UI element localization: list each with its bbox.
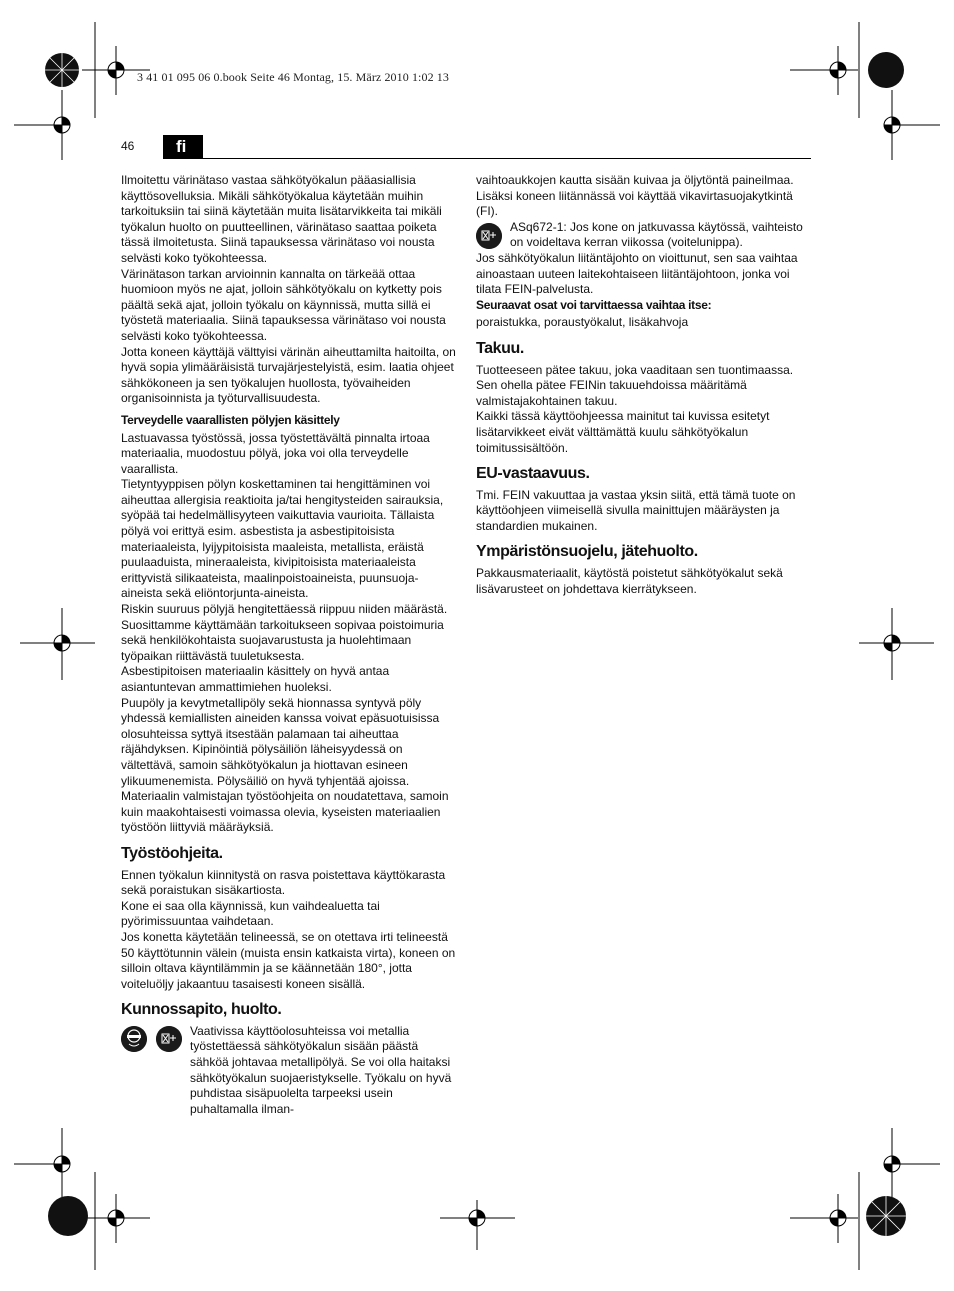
- eye-protection-icon: [121, 1026, 147, 1052]
- paragraph: Jos konetta käytetään telineessä, se on otettava irti telineestä 50 käyttötunnin välein (muista ensin katkaista virta), koneen on silloin oltava käyntilämmin ja se käännetään 180°, jotta voiteluöljy jakaantuu tasaisesti koneen sisällä.: [121, 929, 456, 991]
- paragraph: Ennen työkalun kiinnitystä on rasva poistettava käyttökarasta sekä poraistukan sisäkartiosta.: [121, 867, 446, 898]
- paragraph: Riskin suuruus pölyjä hengitettäessä riippuu niiden määrästä. Suosittamme käyttämään tarkoitukseen sopivaa poistoimuria sekä henkilökohtaista suojavarustusta ja huolehtimaan työpaikan riittävästä tuuletuksesta.: [121, 602, 448, 663]
- section-heading-eu: EU-vastaavuus.: [476, 465, 590, 483]
- paragraph: poraistukka, poraustyökalut, lisäkahvoja: [476, 315, 689, 330]
- power-plug-icon: [156, 1026, 182, 1052]
- paragraph: Puupöly ja kevytmetallipöly sekä hionnassa syntyvä pöly yhdessä kemiallisten aineiden kanssa voivat epäsuotuisissa olosuhteissa syttyä itsestään palamaan tai aiheuttaa räjähdyksen. Kipinöintiä pölysäiliön läheisyydessä on vältettävä, samoin sähkötyökalun ja hiottavan esineen ylikuumenemista. Pölysäiliö on hyvä tyhjentää ajoissa.: [121, 695, 440, 788]
- paragraph: Tmi. FEIN vakuuttaa ja vastaa yksin siitä, että tämä tuote on käyttöohjeen viimeisellä sivulla mainittujen määräysten ja standardien mukainen.: [476, 487, 796, 533]
- page-number: 46: [121, 139, 135, 153]
- left-column: [121, 173, 457, 1117]
- right-column: [476, 173, 812, 597]
- paragraph: Tuotteeseen pätee takuu, joka vaaditaan sen tuontimaassa. Sen ohella pätee FEINin takuuehdoissa määritämä valmistajakohtainen takuu.: [476, 362, 794, 408]
- header-rule: [203, 158, 811, 159]
- power-plug-icon: [476, 223, 502, 249]
- paragraph: Asbestipitoisen materiaalin käsittely on hyvä antaa asiantuntevan ammattimiehen huoleksi.: [121, 664, 390, 694]
- section-heading-ymparisto: Ympäristönsuojelu, jätehuolto.: [476, 543, 698, 561]
- paragraph: ASq672-1: Jos kone on jatkuvassa käytössä, vaihteisto on voideltava kerran viikossa (voitelunippa).: [510, 219, 803, 250]
- paragraph: Ilmoitettu värinätaso vastaa sähkötyökalun pääasiallisia käyttösovelluksia. Mikäli sähkötyökalua käytetään muihin tarkoituksiin tai siinä käytetään muita lisätarvikkeita tai mikäli työkalun huolto on puutteellinen, värinätaso saattaa poiketa tässä ilmoitetusta. Siinä tapauksessa värinätaso voi nousta selvästi koko työkohteessa.: [121, 173, 442, 265]
- paragraph: Materiaalin valmistajan työstöohjeita on noudatettava, samoin kuin maakohtaisesti voimassa olevia, kyseisten materiaalien työstöön liittyviä määräyksiä.: [121, 789, 449, 835]
- subheading-replaceable-parts: Seuraavat osat voi tarvittaessa vaihtaa itse:: [476, 297, 712, 312]
- maintenance-paragraph: [121, 1024, 457, 1118]
- print-header-line: 3 41 01 095 06 0.book Seite 46 Montag, 15. März 2010 1:02 13: [137, 70, 449, 84]
- section-heading-tyostoohjeita: Työstöohjeita.: [121, 844, 223, 862]
- gearbox-lube-paragraph: [476, 220, 812, 251]
- paragraph: Kone ei saa olla käynnissä, kun vaihdealuetta tai pyörimissuuntaa vaihdetaan.: [121, 898, 380, 929]
- section-heading-takuu: Takuu.: [476, 339, 524, 357]
- language-tab: fi: [163, 135, 203, 159]
- paragraph: Vaativissa käyttöolosuhteissa voi metallia työstettäessä sähkötyökalun sisään päästä sähköä johtavaa metallipölyä. Se voi olla haitaksi sähkötyökalun suojaeristykselle. Työkalu on hyvä puhdistaa sisäpuolelta tarpeeksi usein puhaltamalla ilman-: [190, 1023, 452, 1116]
- paragraph: Kaikki tässä käyttöohjeessa mainitut tai kuvissa esitetyt lisätarvikkeet eivät välttämättä kuulu sähkötyökalun toimitussisältöön.: [476, 409, 770, 455]
- paragraph: Pakkausmateriaalit, käytöstä poistetut sähkötyökalut sekä lisävarusteet on johdettava kierrätykseen.: [476, 566, 783, 596]
- paragraph: Jos sähkötyökalun liitäntäjohto on vioittunut, sen saa vaihtaa ainoastaan uuteen laitekohtaiseen liitäntäjohtoon, jonka voi tilata FEIN-palvelusta.: [476, 250, 798, 297]
- maintenance-icons: [121, 1026, 182, 1118]
- paragraph: vaihtoaukkojen kautta sisään kuivaa ja öljytöntä paineilmaa. Lisäksi koneen liitännässä voi käyttää vikavirtasuojakytkintä (FI).: [476, 173, 794, 219]
- paragraph: Värinätason tarkan arvioinnin kannalta on tärkeää ottaa huomioon myös ne ajat, jolloin sähkötyökalu on kytketty pois päältä sekä ajat, jolloin työkalu on käynnissä, mutta sillä ei työstetä materiaalia. Siinä tapauksessa värinätaso voi nousta selvästi koko työkohteessa.: [121, 266, 446, 343]
- subheading-dust: Terveydelle vaarallisten pölyjen käsittely: [121, 412, 340, 427]
- paragraph: Tietyntyyppisen pölyn koskettaminen tai hengittäminen voi aiheuttaa allergisia reaktioita ja/tai hengitysteiden sairauksia, syöpää tai hedelmällisyyteen vaikuttavia vaurioita. Tällaista pölyä voi erittyä esim. asbestista ja asbestipitoisista materiaaleista, lyijypitoisista maaleista, metallista, eräistä puulaaduista, mineraaleista, kivipitoisista materiaaleista erittyvistä silikaateista, maalinpoistoaineista, puunsuoja-aineista sekä eliöntorjunta-aineista.: [121, 477, 444, 601]
- section-heading-kunnossapito: Kunnossapito, huolto.: [121, 1001, 282, 1019]
- paragraph: Lastuavassa työstössä, jossa työstettävältä pinnalta irtoaa materiaalia, muodostuu pölyä, joka voi olla terveydelle vaarallista.: [121, 430, 430, 476]
- paragraph: Jotta koneen käyttäjä välttyisi värinän aiheuttamilta haitoilta, on hyvä sopia ylimääräisistä turvajärjestelyistä, esim. laatia ohjeet sähkökoneen ja sen työkalujen huollosta, työvaiheiden organisoinnista ja työturvallisuudesta.: [121, 344, 456, 406]
